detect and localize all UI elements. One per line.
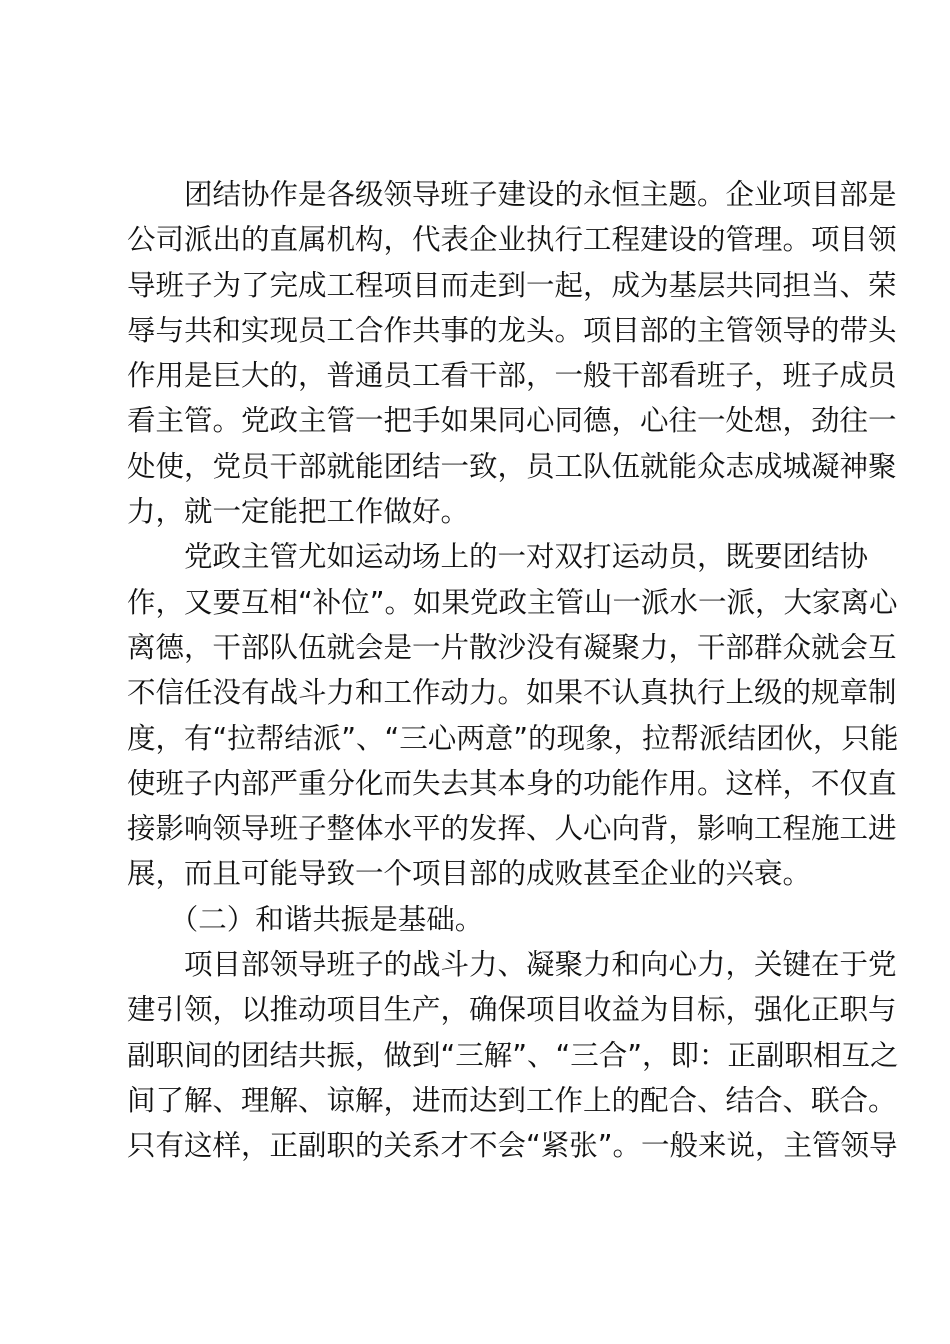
text-line: 度，有“拉帮结派”、“三心两意”的现象，拉帮派结团伙，只能 xyxy=(127,721,899,755)
text-line: 建引领，以推动项目生产，确保项目收益为目标，强化正职与 xyxy=(127,993,897,1027)
text-line: 离德，干部队伍就会是一片散沙没有凝聚力，干部群众就会互 xyxy=(127,630,897,664)
text-line: 导班子为了完成工程项目而走到一起，成为基层共同担当、荣 xyxy=(127,268,897,302)
text-line: 党政主管尤如运动场上的一对双打运动员，既要团结协 xyxy=(127,540,869,574)
text-line: 不信任没有战斗力和工作动力。如果不认真执行上级的规章制 xyxy=(127,676,897,710)
text-line: 间了解、理解、谅解，进而达到工作上的配合、结合、联合。 xyxy=(127,1083,897,1117)
text-line: 处使，党员干部就能团结一致，员工队伍就能众志成城凝神聚 xyxy=(127,449,897,483)
text-line: 作，又要互相“补位”。如果党政主管山一派水一派，大家离心 xyxy=(127,585,898,619)
text-line: 团结协作是各级领导班子建设的永恒主题。企业项目部是 xyxy=(127,178,897,211)
section-heading: （二）和谐共振是基础。 xyxy=(127,902,484,936)
text-line: 作用是巨大的，普通员工看干部，一般干部看班子，班子成员 xyxy=(127,359,897,393)
text-line: 只有这样，正副职的关系才不会“紧张”。一般来说，主管领导 xyxy=(127,1129,898,1163)
text-line: 项目部领导班子的战斗力、凝聚力和向心力，关键在于党 xyxy=(127,948,897,982)
text-line: 接影响领导班子整体水平的发挥、人心向背，影响工程施工进 xyxy=(127,812,897,846)
text-line: 看主管。党政主管一把手如果同心同德，心往一处想，劲往一 xyxy=(127,404,897,438)
text-line: 展，而且可能导致一个项目部的成败甚至企业的兴衰。 xyxy=(127,857,812,891)
text-line: 使班子内部严重分化而失去其本身的功能作用。这样，不仅直 xyxy=(127,766,897,800)
text-line: 副职间的团结共振，做到“三解”、“三合”，即：正副职相互之 xyxy=(127,1038,899,1072)
text-line: 力，就一定能把工作做好。 xyxy=(127,495,470,529)
text-line: 辱与共和实现员工合作共事的龙头。项目部的主管领导的带头 xyxy=(127,313,897,347)
text-line: 公司派出的直属机构，代表企业执行工程建设的管理。项目领 xyxy=(127,223,897,257)
document-body xyxy=(127,172,899,1169)
